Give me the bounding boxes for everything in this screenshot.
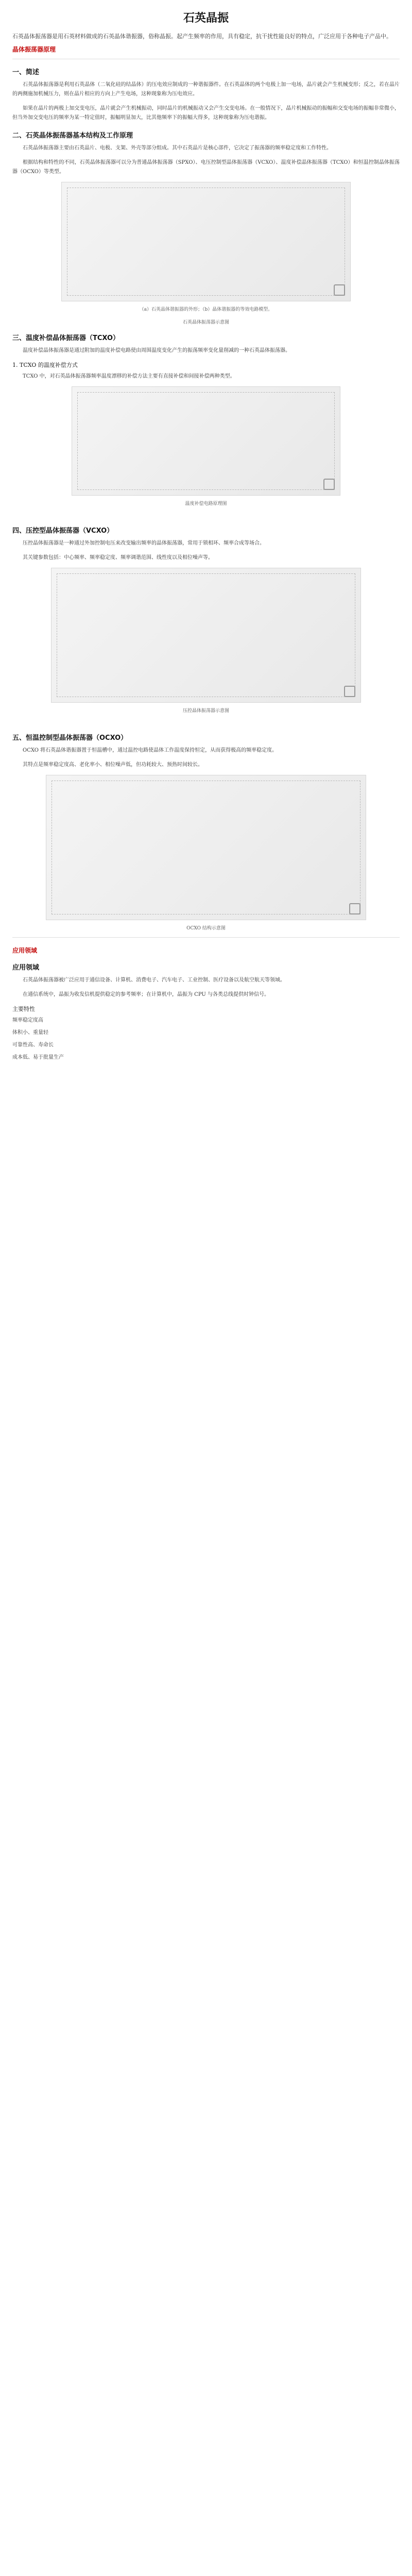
section-2-para-1: 石英晶体振荡器主要由石英晶片、电极、支架、外壳等部分组成。其中石英晶片是核心部件，它决定了振荡器的频率稳定度和工作特性。: [23, 145, 332, 151]
image-icon: [334, 284, 345, 296]
page-title: 石英晶振: [183, 12, 229, 25]
figure-c-frame: [57, 573, 355, 697]
section-label-application: 应用领域: [12, 947, 38, 954]
section-heading-2: 二、石英晶体振荡器基本结构及工作原理: [12, 132, 133, 140]
list-item: 体积小、重量轻: [12, 1030, 48, 1036]
application-heading: 应用领域: [12, 964, 40, 972]
figure-d: [46, 775, 366, 920]
section-3-para-1: 温度补偿晶体振荡器是通过附加的温度补偿电路使由周围温度变化产生的振荡频率变化量削减的一种石英晶体振荡器。: [23, 348, 290, 353]
figure-b-frame: [77, 392, 335, 490]
figure-a-caption: （a）石英晶体谐振器的外形；（b）晶体谐振器的等效电路模型。: [139, 307, 273, 312]
section-5-para-2: 其特点是频率稳定度高、老化率小、相位噪声低，但功耗较大、预热时间较长。: [23, 762, 203, 768]
image-icon: [349, 903, 360, 914]
section-heading-1: 一、简述: [12, 69, 40, 76]
application-list: [12, 1016, 400, 1062]
intro-paragraph: 石英晶体振荡器是用石英材料做成的石英晶体谐振器，俗称晶振。起产生频率的作用，具有稳定，抗干扰性能良好的特点，广泛应用于各种电子产品中。: [12, 33, 392, 40]
section-heading-4: 四、压控型晶体振荡器（VCXO）: [12, 527, 114, 535]
spacer: [0, 513, 412, 518]
figure-a-frame: [67, 188, 345, 296]
application-para-2: 在通信系统中，晶振为收发信机提供稳定的参考频率；在计算机中，晶振为 CPU 与各类总线提供时钟信号。: [23, 992, 269, 997]
section-heading-3: 三、温度补偿晶体振荡器（TCXO）: [12, 334, 120, 342]
section-5-para-1: OCXO 将石英晶体谐振器置于恒温槽中，通过温控电路使晶体工作温度保持恒定，从而获得极高的频率稳定度。: [23, 748, 278, 753]
section-3-subheading: 1. TCXO 的温度补偿方式: [12, 362, 78, 368]
figure-b: [72, 386, 340, 496]
figure-c: [51, 568, 361, 703]
figure-b-title: 温度补偿电路原理图: [185, 501, 227, 506]
section-label-overview: 晶体振荡器原理: [12, 46, 56, 53]
divider: [12, 937, 400, 938]
spacer: [0, 720, 412, 725]
section-4-para-2: 其关键参数包括：中心频率、频率稳定度、频率调谐范围、线性度以及相位噪声等。: [23, 555, 213, 561]
section-1-para-2: 如果在晶片的两极上加交变电压，晶片就会产生机械振动，同时晶片的机械振动又会产生交变电场。在一般情况下，晶片机械振动的振幅和交变电场的振幅非常微小，但当外加交变电压的频率为某一特定值时，振幅明显加大，比其他频率下的振幅大得多，这种现象称为压电谐振。: [12, 106, 400, 121]
figure-a: [61, 182, 351, 301]
section-heading-5: 五、恒温控制型晶体振荡器（OCXO）: [12, 734, 128, 742]
image-icon: [323, 479, 335, 490]
application-para-1: 石英晶体振荡器被广泛应用于通信设备、计算机、消费电子、汽车电子、工业控制、医疗设备以及航空航天等领域。: [23, 977, 285, 983]
figure-d-frame: [52, 781, 360, 914]
figure-d-title: OCXO 结构示意图: [186, 926, 226, 931]
figure-a-title: 石英晶体振荡器示意图: [182, 320, 229, 325]
section-4-para-1: 压控晶体振荡器是一种通过外加控制电压来改变输出频率的晶体振荡器，常用于锁相环、频率合成等场合。: [23, 540, 265, 546]
section-2-para-2: 根据结构和特性的不同，石英晶体振荡器可以分为普通晶体振荡器（SPXO）、电压控制型晶体振荡器（VCXO）、温度补偿晶体振荡器（TCXO）和恒温控制晶体振荡器（OCXO）等类型。: [12, 160, 400, 175]
image-icon: [344, 686, 355, 697]
list-item: 可靠性高、寿命长: [12, 1042, 54, 1048]
section-3-para-2: TCXO 中，对石英晶体振荡器频率温度漂移的补偿方法主要有直接补偿和间接补偿两种类型。: [23, 374, 235, 379]
list-item: 频率稳定度高: [12, 1018, 43, 1023]
application-list-title: 主要特性: [12, 1006, 35, 1012]
list-item: 成本低、易于批量生产: [12, 1055, 64, 1060]
section-1-para-1: 石英晶体振荡器是利用石英晶体（二氧化硅的结晶体）的压电效应制成的一种谐振器件。在石英晶体的两个电极上加一电场，晶片就会产生机械变形；反之，若在晶片的两侧施加机械压力，则在晶片相应的方向上产生电场，这种现象称为压电效应。: [12, 82, 400, 97]
figure-c-title: 压控晶体振荡器示意图: [182, 708, 229, 714]
